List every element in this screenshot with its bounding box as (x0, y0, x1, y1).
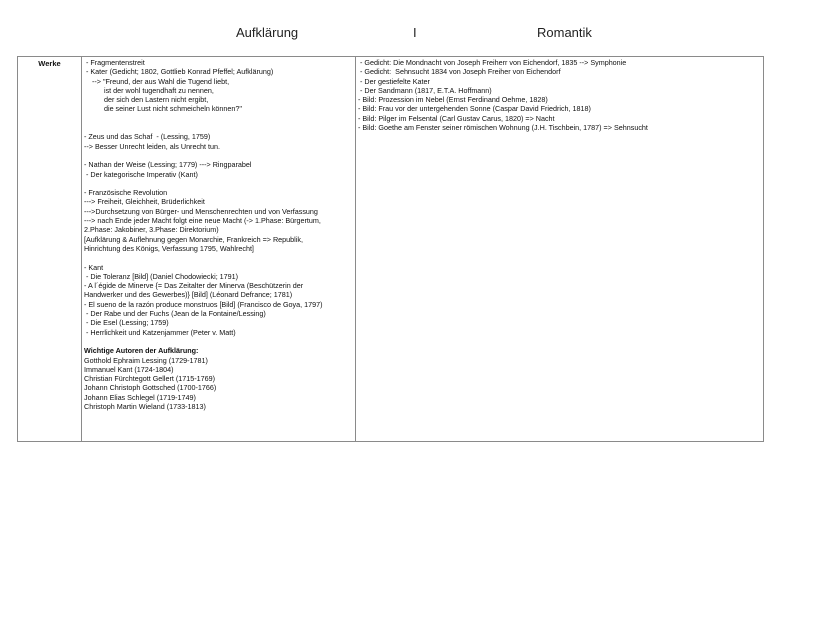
aufklaerung-line (84, 151, 355, 160)
aufklaerung-line: ist der wohl tugendhaft zu nennen, (84, 85, 214, 95)
aufklaerung-line: - Französische Revolution (84, 188, 168, 198)
title-romantik: Romantik (537, 25, 592, 40)
aufklaerung-line: - Kater (Gedicht; 1802, Gottlieb Konrad Pfeffel; Aufklärung) (84, 67, 274, 77)
aufklaerung-line (84, 179, 355, 188)
aufklaerung-line: - Nathan der Weise (Lessing; 1779) ---> Ringparabel (84, 160, 252, 170)
romantik-line: - Bild: Goethe am Fenster seiner römischen Wohnung (J.H. Tischbein, 1787) => Sehnsucht (358, 123, 648, 133)
aufklaerung-line: Immanuel Kant (1724-1804) (84, 364, 174, 374)
romantik-line: - Der gestiefelte Kater (358, 76, 430, 86)
aufklaerung-line: - Die Toleranz [Bild] (Daniel Chodowiecki; 1791) (84, 271, 239, 281)
aufklaerung-line: Gotthold Ephraim Lessing (1729-1781) (84, 355, 208, 365)
romantik-line: - Gedicht: Sehnsucht 1834 von Joseph Freiher von Eichendorf (358, 67, 561, 77)
aufklaerung-line: --> Besser Unrecht leiden, als Unrecht tun. (84, 141, 221, 151)
aufklaerung-line: --> "Freund, der aus Wahl die Tugend liebt, (84, 76, 230, 86)
aufklaerung-line: - Die Esel (Lessing; 1759) (84, 318, 169, 328)
aufklaerung-line: Wichtige Autoren der Aufklärung: (84, 346, 199, 356)
row-label-werke: Werke (18, 57, 82, 441)
romantik-line: - Gedicht: Die Mondnacht von Joseph Freiherr von Eichendorf, 1835 --> Symphonie (358, 58, 627, 67)
aufklaerung-line: ---> nach Ende jeder Macht folgt eine neue Macht (-> 1.Phase: Bürgertum, (84, 216, 321, 226)
romantik-line: - Der Sandmann (1817, E.T.A. Hoffmann) (358, 85, 492, 95)
aufklaerung-line (84, 123, 355, 132)
aufklaerung-line: [Aufklärung & Auflehnung gegen Monarchie, Frankreich => Republik, (84, 234, 303, 244)
aufklaerung-line: der sich den Lastern nicht ergibt, (84, 95, 209, 105)
aufklaerung-line: die seiner Lust nicht schmeicheln können?" (84, 104, 242, 114)
romantik-line: - Bild: Prozession im Nebel (Ernst Ferdinand Oehme, 1828) (358, 95, 548, 105)
aufklaerung-line: --->Durchsetzung von Bürger- und Menschenrechten und von Verfassung (84, 206, 318, 216)
title-aufklaerung: Aufklärung (236, 25, 299, 40)
aufklaerung-line: - Der kategorische Imperativ (Kant) (84, 169, 198, 179)
aufklaerung-line (84, 253, 355, 262)
aufklaerung-line: - El sueno de la razón produce monstruos [Bild] (Francisco de Goya, 1797) (84, 299, 323, 309)
aufklaerung-line: Handwerker und des Gewerbes)} [Bild] (Léonard Defrance; 1781) (84, 290, 293, 300)
comparison-table (17, 56, 764, 442)
cell-romantik (356, 57, 763, 441)
aufklaerung-line (84, 114, 355, 123)
aufklaerung-line: Christian Fürchtegott Gellert (1715-1769) (84, 374, 216, 384)
aufklaerung-line: ---> Freiheit, Gleichheit, Brüderlichkeit (84, 197, 205, 207)
aufklaerung-line: - Zeus und das Schaf - (Lessing, 1759) (84, 132, 211, 142)
cell-aufklaerung (82, 57, 356, 441)
aufklaerung-line: Christoph Martin Wieland (1733-1813) (84, 401, 206, 411)
aufklaerung-line: 2.Phase: Jakobiner, 3.Phase: Direktorium) (84, 225, 219, 235)
aufklaerung-line: Johann Christoph Gottsched (1700-1766) (84, 383, 217, 393)
romantik-line: - Bild: Frau vor der untergehenden Sonne (Caspar David Friedrich, 1818) (358, 104, 591, 114)
aufklaerung-line: - Herrlichkeit und Katzenjammer (Peter v. Matt) (84, 327, 236, 337)
aufklaerung-line: Hinrichtung des Königs, Verfassung 1795, Wahlrecht] (84, 243, 254, 253)
aufklaerung-line: - Fragmentenstreit (84, 58, 145, 67)
romantik-line: - Bild: Pilger im Felsental (Carl Gustav Carus, 1820) => Nacht (358, 113, 555, 123)
aufklaerung-line: - Kant (84, 262, 104, 272)
aufklaerung-line (84, 337, 355, 346)
title-separator: I (413, 25, 417, 40)
aufklaerung-line: Johann Elias Schlegel (1719-1749) (84, 392, 196, 402)
aufklaerung-line: - Der Rabe und der Fuchs (Jean de la Fontaine/Lessing) (84, 309, 266, 319)
aufklaerung-line: - A l´égide de Minerve {= Das Zeitalter der Minerva (Beschützerin der (84, 281, 304, 291)
